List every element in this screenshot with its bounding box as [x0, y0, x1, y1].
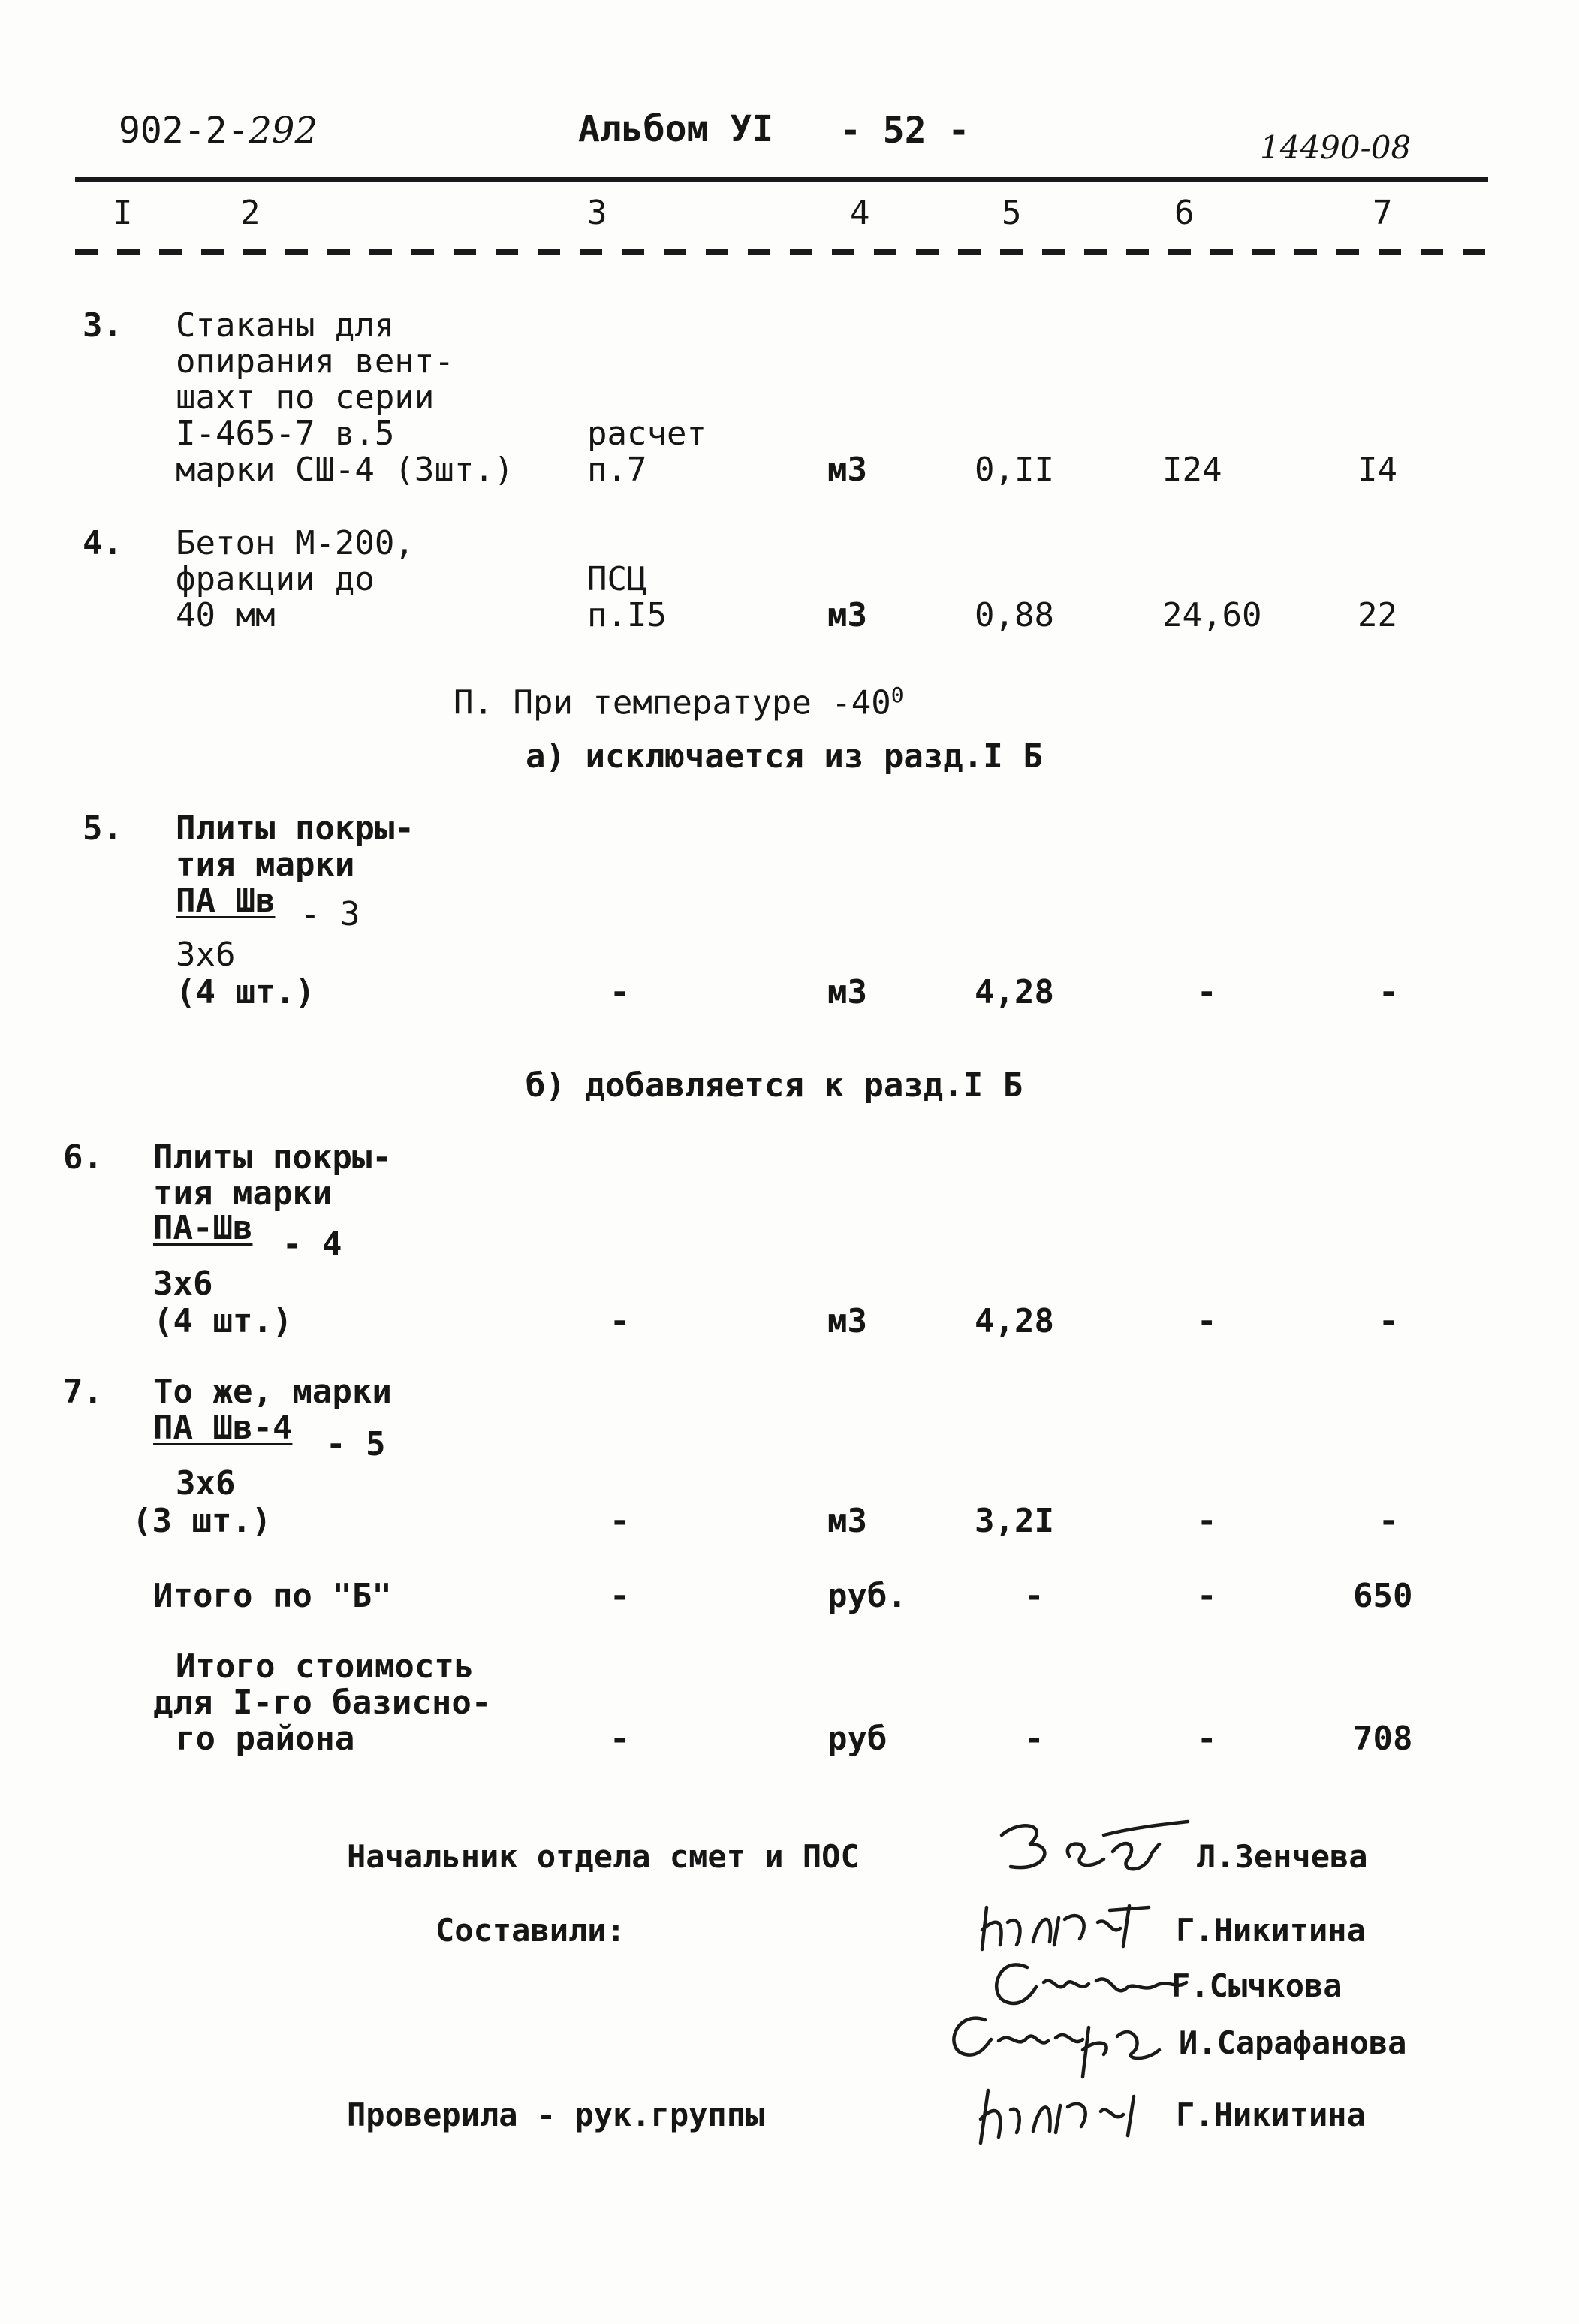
item-mark: ПА-Шв [153, 1209, 253, 1247]
item-name-line: тия марки [153, 1174, 333, 1213]
basis-cell: - [610, 973, 630, 1011]
row-number: 3. [83, 306, 122, 345]
quantity-cell: 0,88 [975, 596, 1054, 635]
column-header-7: 7 [1373, 194, 1393, 232]
row-number: 7. [63, 1373, 103, 1411]
checked-name: Г.Никитина [1176, 2096, 1366, 2133]
item-count: (4 шт.) [153, 1302, 293, 1340]
total-label-line: го района [176, 1720, 355, 1758]
total-cell: - [1379, 1302, 1399, 1340]
quantity-cell: 4,28 [975, 973, 1054, 1011]
signature-compiler-1 [975, 1892, 1192, 1957]
total-label: Итого по "Б" [153, 1577, 392, 1615]
unit-cell: руб [827, 1720, 887, 1758]
album-label: Альбом УI [578, 108, 774, 150]
item-size: 3х6 [176, 936, 236, 974]
quantity-cell: 4,28 [975, 1302, 1054, 1340]
item-name-line: То же, марки [153, 1373, 392, 1411]
compiler-name-2: Г.Сычкова [1171, 1967, 1342, 2004]
total-label-line: для I-го базисно- [153, 1683, 492, 1722]
item-mark-suffix: - 5 [326, 1425, 386, 1463]
row-number: 5. [83, 809, 122, 848]
column-header-divider [75, 249, 1502, 255]
signature-compiler-3 [940, 2005, 1188, 2080]
price-cell: - [1197, 1720, 1217, 1758]
header-rule [75, 177, 1488, 182]
basis-line: ПСЦ [587, 560, 647, 598]
item-name-line: 40 мм [176, 596, 276, 635]
item-name-line: Стаканы для [176, 306, 395, 345]
total-label-line: Итого стоимость [176, 1647, 475, 1686]
document-code-printed: 902-2- [119, 110, 249, 152]
head-title: Начальник отдела смет и ПОС [347, 1838, 860, 1875]
total-cell: 22 [1358, 596, 1397, 635]
column-header-5: 5 [1002, 194, 1022, 232]
price-cell: I24 [1162, 451, 1222, 489]
section-subheading-a: а) исключается из разд.I Б [526, 737, 1043, 776]
item-count: (4 шт.) [176, 973, 315, 1011]
basis-cell: - [610, 1502, 630, 1540]
column-header-2: 2 [240, 194, 261, 232]
row-number: 6. [63, 1138, 103, 1177]
section-subheading-b: б) добавляется к разд.I Б [526, 1066, 1023, 1105]
basis-cell: - [610, 1720, 630, 1758]
item-name-line: Бетон М-200, [176, 524, 414, 562]
degree-superscript: 0 [890, 683, 904, 707]
unit-cell: м3 [827, 1502, 867, 1540]
quantity-cell: 3,2I [975, 1502, 1054, 1540]
item-name-line: тия марки [176, 846, 355, 884]
item-name-line: фракции до [176, 560, 375, 598]
item-name-line: Плиты покры- [176, 809, 414, 848]
section-title-text: П. При температуре -40 [454, 683, 891, 722]
document-code [119, 110, 318, 152]
signature-head [991, 1814, 1194, 1882]
column-header-4: 4 [850, 194, 870, 232]
compilers-title: Составили: [435, 1912, 625, 1949]
compiler-name-3: И.Сарафанова [1179, 2024, 1407, 2061]
quantity-cell: - [1024, 1720, 1044, 1758]
column-header-6: 6 [1174, 194, 1195, 232]
total-cell: 650 [1353, 1577, 1413, 1615]
unit-cell: м3 [827, 1302, 867, 1340]
item-name-line: I-465-7 в.5 [176, 414, 395, 453]
item-mark: ПА Шв [176, 882, 276, 920]
item-size: 3х6 [153, 1264, 213, 1303]
quantity-cell: - [1024, 1577, 1044, 1615]
price-cell: - [1197, 973, 1217, 1011]
unit-cell: м3 [827, 596, 867, 635]
total-cell: - [1379, 973, 1399, 1011]
total-cell: 708 [1353, 1720, 1413, 1758]
checked-title: Проверила - рук.группы [347, 2096, 765, 2133]
unit-cell: м3 [827, 451, 867, 489]
basis-line: расчет [587, 414, 707, 453]
signature-checked [975, 2075, 1192, 2148]
row-number: 4. [83, 524, 122, 562]
section-title [454, 685, 904, 720]
unit-cell: м3 [827, 973, 867, 1011]
document-code-handwritten: 292 [249, 110, 318, 152]
item-mark-suffix: - 4 [282, 1225, 342, 1264]
item-mark: ПА Шв-4 [153, 1409, 293, 1447]
item-mark-suffix: - 3 [300, 895, 360, 933]
item-name-line: марки СШ-4 (3шт.) [176, 451, 514, 489]
item-name-line: шахт по серии [176, 378, 435, 417]
price-cell: - [1197, 1577, 1217, 1615]
compiler-name-1: Г.Никитина [1176, 1912, 1366, 1949]
quantity-cell: 0,II [975, 451, 1054, 489]
inventory-number: 14490-08 [1260, 129, 1412, 166]
total-cell: - [1379, 1502, 1399, 1540]
basis-cell: - [610, 1577, 630, 1615]
unit-cell: руб. [827, 1577, 907, 1615]
item-count: (3 шт.) [132, 1502, 272, 1540]
price-cell: - [1197, 1502, 1217, 1540]
price-cell: 24,60 [1162, 596, 1262, 635]
column-header-1: I [113, 194, 133, 232]
basis-line: п.7 [587, 451, 647, 489]
column-header-3: 3 [587, 194, 607, 232]
item-size: 3х6 [176, 1464, 236, 1503]
head-name: Л.Зенчева [1197, 1838, 1368, 1875]
price-cell: - [1197, 1302, 1217, 1340]
total-cell: I4 [1358, 451, 1397, 489]
page-number: - 52 - [839, 110, 970, 152]
basis-cell: - [610, 1302, 630, 1340]
item-name-line: Плиты покры- [153, 1138, 392, 1177]
basis-line: п.I5 [587, 596, 667, 635]
item-name-line: опирания вент- [176, 342, 454, 381]
